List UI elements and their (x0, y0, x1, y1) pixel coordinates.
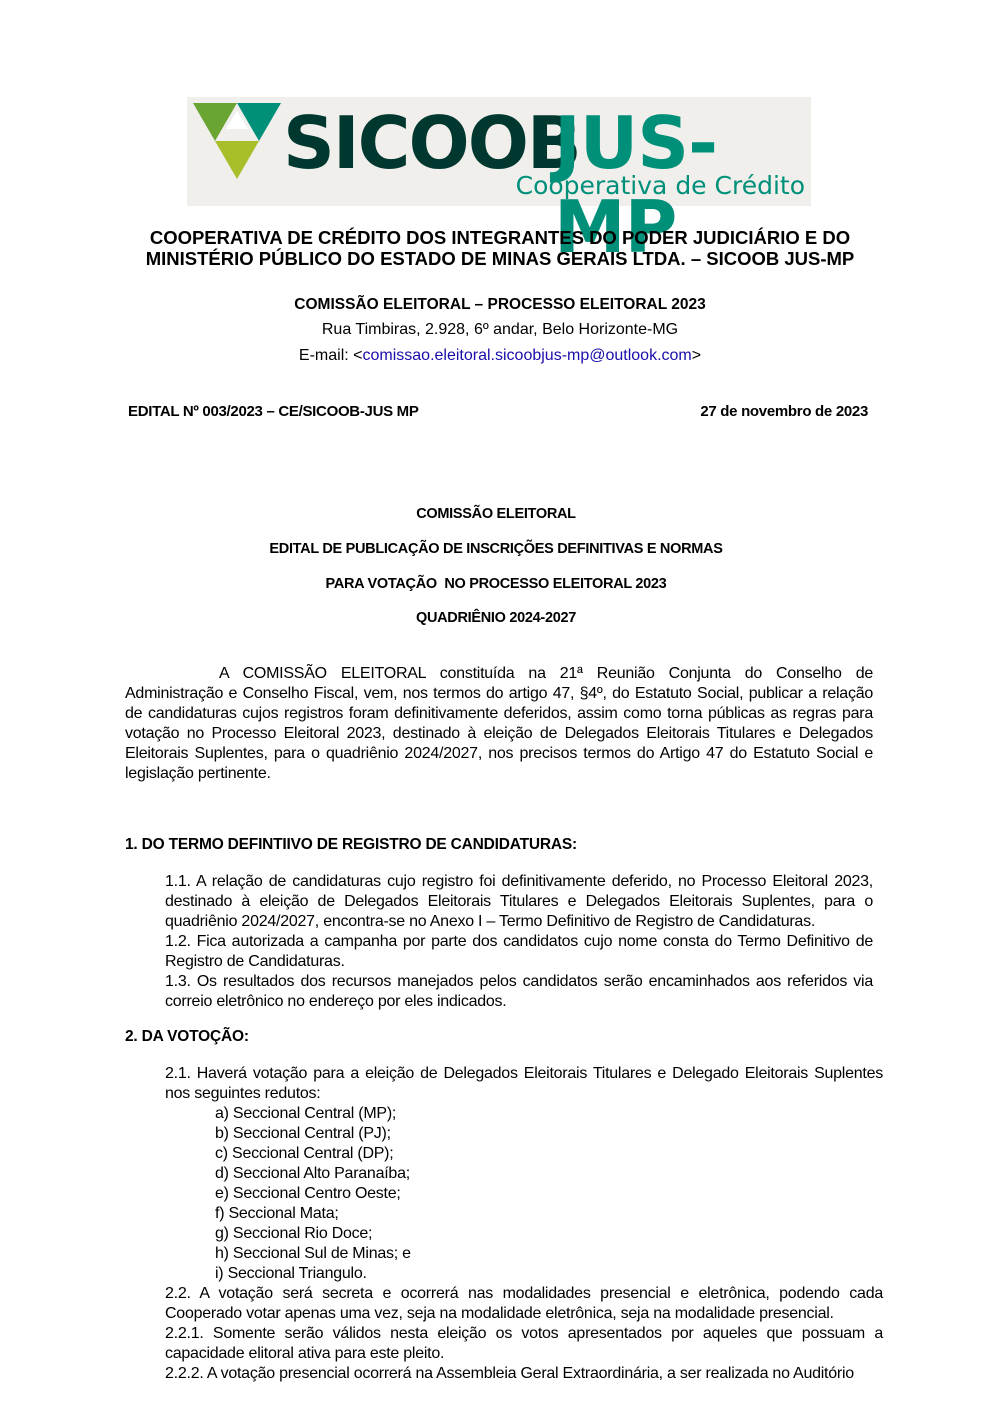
title-line-1: COMISSÃO ELEITORAL (416, 506, 576, 522)
reduto-a: a) Seccional Central (MP); (215, 1105, 397, 1122)
item-1-3: 1.3. Os resultados dos recursos manejados pelos candidatos serão encaminhados aos referidos via correio eletrônico no endereço por eles indicados. (165, 973, 873, 1010)
section-1-heading: 1. DO TERMO DEFINTIIVO DE REGISTRO DE CANDIDATURAS: (125, 836, 577, 853)
reduto-e: e) Seccional Centro Oeste; (215, 1185, 401, 1202)
edital-number: EDITAL Nº 003/2023 – CE/SICOOB-JUS MP (128, 403, 419, 420)
title-line-2: EDITAL DE PUBLICAÇÃO DE INSCRIÇÕES DEFINITIVAS E NORMAS (269, 541, 723, 557)
logo-tagline: Cooperativa de Crédito (515, 171, 805, 200)
item-2-2: 2.2. A votação será secreta e ocorrerá nas modalidades presencial e eletrônica, podendo cada Cooperado votar apenas uma vez, seja na modalidade eletrônica, seja na modalidade presencial. (165, 1285, 883, 1322)
org-line-2: MINISTÉRIO PÚBLICO DO ESTADO DE MINAS GERAIS LTDA. – SICOOB JUS-MP (145, 248, 855, 269)
reduto-d: d) Seccional Alto Paranaíba; (215, 1165, 410, 1182)
email-link[interactable]: comissao.eleitoral.sicoobjus-mp@outlook.com (362, 347, 692, 364)
edital-date: 27 de novembro de 2023 (700, 403, 868, 420)
commission-heading: COMISSÃO ELEITORAL – PROCESSO ELEITORAL 2023 (294, 296, 706, 313)
title-line-4: QUADRIÊNIO 2024-2027 (415, 610, 576, 626)
reduto-h: h) Seccional Sul de Minas; e (215, 1245, 411, 1262)
organization-name (100, 227, 900, 269)
item-2-2-1: 2.2.1. Somente serão válidos nesta eleição os votos apresentados por aqueles que possuam a capacidade elitoral ativa para este pleito. (165, 1325, 883, 1362)
org-line-1: COOPERATIVA DE CRÉDITO DOS INTEGRANTES DO PODER JUDICIÁRIO E DO (149, 227, 851, 248)
item-1-2: 1.2. Fica autorizada a campanha por parte dos candidatos cujo nome consta do Termo Definitivo de Registro de Candidaturas. (165, 933, 873, 970)
item-1-1: 1.1. A relação de candidaturas cujo registro foi definitivamente deferido, no Processo Eleitoral 2023, destinado à eleição de Delegados Eleitorais Titulares e Delegados Eleitorais Suplentes, para o quadriênio 2024/2027, encontra-se no Anexo I – Termo Definitivo de Registro de Candidaturas. (165, 873, 873, 930)
item-2-1: 2.1. Haverá votação para a eleição de Delegados Eleitorais Titulares e Delegado Eleitorais Suplentes nos seguintes redutos: (165, 1065, 883, 1102)
reduto-g: g) Seccional Rio Doce; (215, 1225, 373, 1242)
reduto-f: f) Seccional Mata; (215, 1205, 339, 1222)
email-prefix: E-mail: < (298, 347, 363, 364)
section-1-body (165, 872, 873, 1012)
section-2-body (165, 1064, 883, 1384)
intro-paragraph: A COMISSÃO ELEITORAL constituída na 21ª Reunião Conjunta do Conselho de Administração e Conselho Fiscal, vem, nos termos do artigo 47, §4º, do Estatuto Social, publicar a relação de candidaturas cujos registros foram definitivamente deferidos, assim como torna públicas as regras para votação no Processo Eleitoral 2023, destinado à eleição de Delegados Eleitorais Titulares e Delegados Eleitorais Suplentes, para o quadriênio 2024/2027, nos precisos termos do Artigo 47 do Estatuto Social e legislação pertinente. (125, 665, 873, 782)
reduto-b: b) Seccional Central (PJ); (215, 1125, 391, 1142)
reduto-c: c) Seccional Central (DP); (215, 1145, 394, 1162)
item-2-2-2: 2.2.2. A votação presencial ocorrerá na Assembleia Geral Extraordinária, a ser realizada no Auditório (165, 1365, 854, 1382)
reduto-i: i) Seccional Triangulo. (215, 1265, 367, 1282)
sicoob-triangle-icon (193, 101, 283, 181)
address: Rua Timbiras, 2.928, 6º andar, Belo Horizonte-MG (321, 321, 679, 338)
email-suffix: > (691, 347, 702, 364)
section-2-heading: 2. DA VOTOÇÃO: (125, 1028, 249, 1045)
logo-brand-suffix: JUS-MP (554, 101, 717, 269)
email-line (100, 347, 900, 365)
title-line-3: PARA VOTAÇÃO NO PROCESSO ELEITORAL 2023 (325, 576, 667, 592)
logo-brand: SICOOB (283, 101, 580, 185)
